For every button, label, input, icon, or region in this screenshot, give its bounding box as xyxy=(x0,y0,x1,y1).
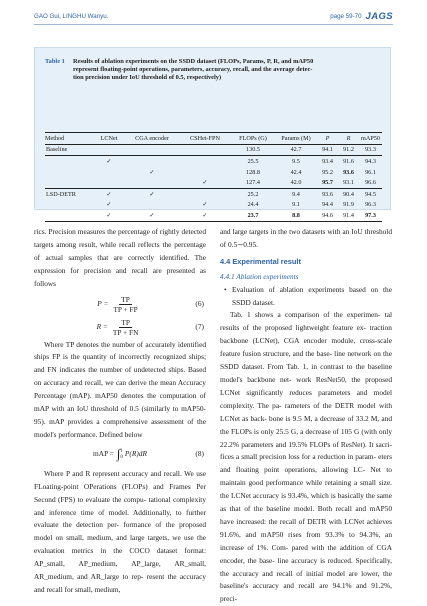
table-cell: 25.2 xyxy=(247,190,259,198)
caption-line: represent floating-point operations, parameters, accuracy, recall, and the average detec- xyxy=(73,66,313,74)
table-cell: 8.8 xyxy=(292,211,300,219)
text-line: AP_large, AR_small, AR_medium, and AR_large to rep- xyxy=(34,559,206,582)
table-cell: 42.7 xyxy=(290,146,302,154)
running-header-authors: GAO Gui, LINGHU Wanyu. xyxy=(34,13,109,20)
paragraph-ablation-discussion xyxy=(220,309,392,606)
table-cell: 91.2 xyxy=(343,146,354,154)
text-line: is basically the same as that of the baseline model. xyxy=(220,491,392,514)
table-cell: ✓ xyxy=(149,190,155,198)
text-line: can derive the mean Accuracy Percentage (mAP). xyxy=(34,378,206,401)
text-line: resent the accuracy and recall for small, medium, xyxy=(34,572,206,594)
table-cell xyxy=(179,167,231,178)
text-line: Tab. 1 shows a comparison of the experimen- xyxy=(230,310,381,320)
table-cell xyxy=(45,156,93,167)
column-header: LCNet xyxy=(100,134,118,142)
table-cell: 95.2 xyxy=(322,168,333,176)
table-cell: 93.1 xyxy=(343,179,354,187)
text-line: is only 25.5 G, a decrease of 105 G (with only 22.2% xyxy=(220,426,392,449)
text-line: a small size. the LCNet accuracy is 93.4%, which xyxy=(220,478,392,501)
text-line: tational complexity and inference time of model. xyxy=(34,494,206,517)
table-row xyxy=(45,156,382,167)
text-line: traction backbone (LCNet), CGA encoder module, xyxy=(220,323,392,346)
table-cell: 90.4 xyxy=(343,190,354,198)
paragraph-iou xyxy=(220,226,392,252)
table-cell: 127.4 xyxy=(246,179,260,187)
text-line: in the COCO dataset format: AP_small, AP_medium, xyxy=(34,546,207,569)
running-header-right xyxy=(330,11,393,22)
table-cell: ✓ xyxy=(202,211,208,219)
table-cell xyxy=(93,144,125,156)
bullet-item xyxy=(220,284,392,310)
equation-lhs: mAP = xyxy=(93,449,114,459)
table-cell xyxy=(125,156,179,167)
table-row xyxy=(45,177,382,188)
text-line: in contrast to the baseline model's backbone net- xyxy=(220,362,392,384)
table-row xyxy=(45,210,382,221)
column-header: CGA encoder xyxy=(135,134,169,142)
text-line: the percentage of actual samples that are correctly xyxy=(34,239,206,262)
text-line: identified ships FP is the quantity of incorrectly xyxy=(34,339,207,362)
fraction-denominator: TP + FP xyxy=(113,304,138,314)
column-header: Params (M) xyxy=(281,134,311,142)
table-cell: 93.6 xyxy=(343,168,354,176)
text-line: and large targets in the two datasets with an IoU xyxy=(220,227,363,236)
table-cell xyxy=(179,188,231,199)
equation-number: (8) xyxy=(195,449,204,459)
paragraph-precision-recall xyxy=(34,226,206,291)
fraction xyxy=(111,318,141,337)
table-cell: 94.1 xyxy=(322,146,333,154)
table-cell xyxy=(125,177,179,188)
text-line: Where TP denotes the number of accurately xyxy=(44,339,176,349)
table-cell: 96.3 xyxy=(365,201,376,209)
table-row xyxy=(45,188,382,199)
table-cell: 42.4 xyxy=(290,168,302,176)
text-line: fices a small precision loss for a reduction in param- xyxy=(220,452,377,462)
text-line: tal results of the proposed lightweight feature ex- xyxy=(220,310,392,333)
table-cell xyxy=(45,210,93,221)
text-line: bone is 9.5 M, a decrease of 33.2 M, and the FLOPs xyxy=(220,413,392,436)
text-line: and recall of initial model are lower, the baseline's xyxy=(220,568,392,591)
table-cell: ✓ xyxy=(106,157,112,165)
fraction-numerator: TP xyxy=(121,317,130,327)
text-line: provides a comprehensive assessment of the model's xyxy=(34,416,206,439)
text-line: recognized ships; and FN indicates the number of xyxy=(34,352,206,375)
table-cell xyxy=(179,156,231,167)
table-cell xyxy=(45,200,93,211)
column-header: P xyxy=(325,134,330,142)
caption-line: Results of ablation experiments on the SSDD dataset (FLOPs, Params, P, R, and mAP50 xyxy=(73,58,314,65)
table-header-row xyxy=(45,133,382,145)
table-cell: 93.3 xyxy=(365,146,376,154)
text-line: accuracy and recall are 94.1% and 91.2%, preci- xyxy=(220,581,392,604)
table-row xyxy=(45,200,382,211)
column-header: R xyxy=(346,134,351,142)
text-line: cross-scale feature fusion structure, and the base- xyxy=(220,336,392,359)
table-panel xyxy=(34,47,391,219)
table-row xyxy=(45,167,382,178)
bullet-dot-icon: • xyxy=(224,284,227,294)
text-line: Evaluation of ablation experiments based on xyxy=(232,284,379,294)
page-range: page 59-70 xyxy=(330,13,362,20)
table-cell: ✓ xyxy=(149,211,155,219)
table-cell: 95.7 xyxy=(322,179,333,187)
upper-limit: 1 xyxy=(120,448,123,454)
table-cell xyxy=(125,144,179,156)
column-header: FLOPs (G) xyxy=(239,134,267,142)
table-cell: 91.9 xyxy=(343,201,354,209)
text-line: eters and floating point operations, allowing LC- xyxy=(220,452,392,475)
integral-limits xyxy=(120,449,123,461)
right-text-column xyxy=(220,226,392,606)
table-cell: 25.5 xyxy=(247,157,259,165)
text-line: IoU threshold of 0.5 (similarly to mAP50-95). mAP xyxy=(34,404,206,426)
table-row xyxy=(45,144,382,156)
table-cell: 96.6 xyxy=(365,179,376,187)
fraction xyxy=(111,295,139,314)
text-line: Additionally, to further evaluate the detection per- xyxy=(34,507,206,530)
text-line: line accuracy is reduced. Specifically, the accuracy xyxy=(220,555,392,578)
table-cell: ✓ xyxy=(106,190,112,198)
text-line: reduces parameters and model complexity. The pa- xyxy=(220,387,392,410)
table-cell: 9.5 xyxy=(292,157,300,165)
table-cell: 24.4 xyxy=(247,201,259,209)
table-cell: 130.5 xyxy=(246,146,260,154)
text-line: rics. Precision measures the percentage of rightly xyxy=(34,227,180,236)
paragraph-metrics xyxy=(34,468,206,597)
text-line: mAP50 denotes the computation of mAP with an xyxy=(34,391,206,414)
column-header: Method xyxy=(45,134,65,142)
text-line: rises from 93.3% to 94.3%, an increase of 1%. Com- xyxy=(220,529,392,552)
subsection-heading: 4.4.1 Ablation experiments xyxy=(220,271,299,281)
text-line: We use FLoating-point OPerations (FLOPs) and xyxy=(34,468,206,491)
table-cell: 91.4 xyxy=(343,211,354,219)
equation-number: (7) xyxy=(195,321,204,331)
table-cell: ✓ xyxy=(202,201,208,209)
table-cell: 23.7 xyxy=(247,211,259,219)
text-line: identified. The expression for precision and recall xyxy=(34,252,206,275)
table-cell xyxy=(45,167,93,178)
text-line: performance. Defined below xyxy=(58,429,143,439)
header-rule xyxy=(34,24,393,25)
table-cell: 96.1 xyxy=(365,168,376,176)
caption-line: tion precision under IoU threshold of 0.5, respectively) xyxy=(73,74,222,82)
column-header: mAP50 xyxy=(361,134,380,142)
text-line: Net to maintain good performance while retaining xyxy=(220,465,392,488)
text-line: Frames Per Second (FPS) to evaluate the compu- xyxy=(34,481,206,504)
integrand: P(R)dR xyxy=(124,449,147,459)
table-cell: 93.6 xyxy=(322,190,333,198)
text-line: the SSDD dataset. xyxy=(232,284,392,307)
text-line: pared with the addition of CGA encoder, the base- xyxy=(220,542,392,565)
text-line: undetected ships. Based on accuracy and recall, we xyxy=(34,365,206,388)
text-line: of DETR with LCNet achieves 91.6%, and mAP50 xyxy=(220,516,392,539)
table-cell: ✓ xyxy=(202,179,208,187)
section-heading: 4.4 Experimental result xyxy=(220,256,301,266)
table-cell: 128.8 xyxy=(246,168,260,176)
table-cell: ✓ xyxy=(149,168,155,176)
table-cell: 94.5 xyxy=(365,190,376,198)
text-line: threshold of 0.5∼0.95. xyxy=(220,227,393,249)
equation-number: (6) xyxy=(195,298,204,308)
equation-6 xyxy=(34,293,206,316)
text-line: and large targets, we use the evaluation metrics xyxy=(34,533,206,556)
paragraph-tp-definition xyxy=(34,339,206,442)
table-cell xyxy=(93,167,125,178)
table-cell: 97.3 xyxy=(365,211,376,219)
fraction-denominator: TP + FN xyxy=(112,327,139,337)
text-line: Where P and R represent accuracy and recall. xyxy=(44,468,182,478)
ablation-results-table xyxy=(45,132,382,222)
table-cell: Baseline xyxy=(46,146,68,154)
integral xyxy=(117,448,147,461)
table-cell: 94.4 xyxy=(322,201,333,209)
text-line: rameters of the DETR model with LCNet as back- xyxy=(220,400,392,423)
table-cell: 9.4 xyxy=(292,190,300,198)
text-line: work ResNet50, the proposed LCNet significantly xyxy=(220,374,392,397)
text-line: are presented as follows xyxy=(34,265,206,288)
text-line: formance of the proposed model on small, medium, xyxy=(34,520,206,543)
table-cell xyxy=(93,177,125,188)
table-cell xyxy=(125,200,179,211)
table-cell: 91.6 xyxy=(343,157,354,165)
table-cell xyxy=(179,144,231,156)
table-cell: ✓ xyxy=(106,211,112,219)
table-cell xyxy=(45,177,93,188)
text-line: parameters and 19.5% FLOPs of ResNet). It sacri- xyxy=(241,439,392,449)
equation-lhs: P = xyxy=(97,298,109,308)
table-cell: LSD-DETR xyxy=(46,190,76,198)
text-line: Both recall and mAP50 have increased: the recall xyxy=(220,504,392,526)
fraction-numerator: TP xyxy=(121,294,130,304)
text-line: detected targets among result, while recall reflects xyxy=(34,227,206,249)
column-header: CSHet-FPN xyxy=(190,134,220,142)
table-cell: 94.3 xyxy=(365,157,376,165)
table-label: Table 1 xyxy=(45,58,65,65)
table-cell: 94.6 xyxy=(322,211,333,219)
table-caption xyxy=(45,58,383,83)
bullet-text xyxy=(232,284,392,310)
table-cell: 9.1 xyxy=(292,201,300,209)
journal-logo: JAGS xyxy=(365,11,393,22)
lower-limit: 0 xyxy=(120,454,123,460)
equation-8 xyxy=(34,442,206,468)
equation-7 xyxy=(34,316,206,339)
equation-lhs: R = xyxy=(96,321,108,331)
table-cell: ✓ xyxy=(106,201,112,209)
text-line: line network on the SSDD dataset. From Tab. 1, xyxy=(220,349,392,372)
integral-sign: ∫ xyxy=(116,446,121,462)
left-text-column xyxy=(34,226,206,597)
table-cell: 42.0 xyxy=(290,179,302,187)
table-cell: 93.4 xyxy=(322,157,333,165)
